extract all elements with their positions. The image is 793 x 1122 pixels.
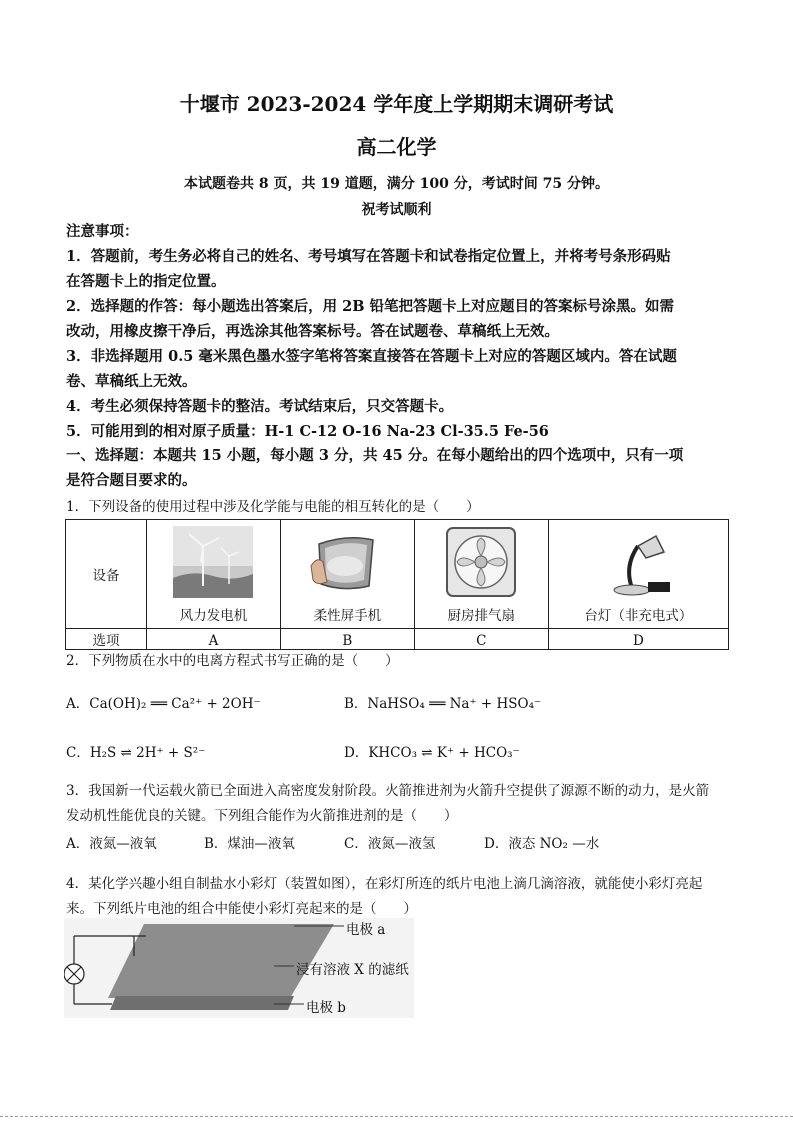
desk-lamp-image — [598, 526, 678, 598]
q1-stem: 1．下列设备的使用过程中涉及化学能与电能的相互转化的是（ ） — [66, 499, 480, 515]
q4-line-1: 4．某化学兴趣小组自制盐水小彩灯（装置如图），在彩灯所连的纸片电池上滴几滴溶液，就能使小彩灯亮起 — [66, 876, 703, 892]
device-c-label: 厨房排气扇 — [447, 608, 516, 624]
exam-info: 本试题卷共 8 页，共 19 道题，满分 100 分，考试时间 75 分钟。 — [184, 176, 609, 192]
page-bottom-line — [0, 1116, 793, 1118]
device-d-label: 台灯（非充电式） — [584, 608, 693, 624]
device-b-label: 柔性屏手机 — [313, 608, 382, 624]
option-c: C — [414, 629, 548, 650]
exhaust-fan-image — [441, 526, 521, 598]
note-3a: 3．非选择题用 0.5 毫米黑色墨水签字笔将答案直接答在答题卡上对应的答题区域内。答在试题 — [66, 348, 677, 365]
section-line-2: 是符合题目要求的。 — [66, 472, 197, 489]
note-1a: 1．答题前，考生务必将自己的姓名、考号填写在答题卡和试卷指定位置上，并将考号条形码贴 — [66, 248, 671, 265]
option-d: D — [548, 629, 728, 650]
q2-option-c: C．H₂S ⇌ 2H⁺ + S²⁻ — [66, 745, 206, 761]
wind-turbine-image — [173, 526, 253, 598]
flexible-phone-image — [307, 526, 387, 598]
device-cell-d — [548, 520, 728, 629]
q3-option-c: C．液氮—液氢 — [344, 836, 436, 852]
note-2b: 改动，用橡皮擦干净后，再选涂其他答案标号。答在试题卷、草稿纸上无效。 — [66, 323, 559, 340]
note-4: 4．考生必须保持答题卡的整洁。考试结束后，只交答题卡。 — [66, 398, 454, 415]
exam-wish: 祝考试顺利 — [361, 202, 432, 218]
device-cell-c — [414, 520, 548, 629]
note-1b: 在答题卡上的指定位置。 — [66, 273, 226, 290]
q2-option-a: A．Ca(OH)₂ ══ Ca²⁺ + 2OH⁻ — [66, 696, 261, 712]
q2-option-b: B．NaHSO₄ ══ Na⁺ + HSO₄⁻ — [344, 696, 542, 712]
filter-paper-label: 浸有溶液 X 的滤纸 — [296, 962, 409, 978]
row-label-device: 设备 — [66, 520, 147, 629]
q3-line-2: 发动机性能优良的关键。下列组合能作为火箭推进剂的是（ ） — [66, 808, 458, 824]
q2-option-d: D．KHCO₃ ⇌ K⁺ + HCO₃⁻ — [344, 745, 520, 761]
electrode-a-label: 电极 a — [346, 922, 386, 938]
q3-option-b: B．煤油—液氧 — [204, 836, 295, 852]
note-2a: 2．选择题的作答：每小题选出答案后，用 2B 铅笔把答题卡上对应题目的答案标号涂黑。如需 — [66, 298, 675, 315]
subject-title: 高二化学 — [356, 135, 437, 159]
electrode-b-label: 电极 b — [306, 1000, 346, 1016]
row-label-option: 选项 — [66, 629, 147, 650]
note-3b: 卷、草稿纸上无效。 — [66, 373, 197, 390]
device-cell-a — [147, 520, 281, 629]
device-cell-b — [280, 520, 414, 629]
note-5: 5．可能用到的相对原子质量：H-1 C-12 O-16 Na-23 Cl-35.5 Fe-56 — [66, 423, 549, 440]
q3-line-1: 3．我国新一代运载火箭已全面进入高密度发射阶段。火箭推进剂为火箭升空提供了源源不断的动力，是火箭 — [66, 783, 710, 799]
q4-line-2: 来。下列纸片电池的组合中能使小彩灯亮起来的是（ ） — [66, 901, 417, 917]
q2-stem: 2．下列物质在水中的电离方程式书写正确的是（ ） — [66, 653, 399, 669]
option-b: B — [280, 629, 414, 650]
q3-option-d: D．液态 NO₂ —水 — [484, 836, 600, 852]
section-line-1: 一、选择题：本题共 15 小题，每小题 3 分，共 45 分。在每小题给出的四个选项中，只有一项 — [66, 447, 684, 464]
exam-title: 十堰市 2023-2024 学年度上学期期末调研考试 — [179, 92, 614, 116]
q3-option-a: A．液氮—液氧 — [66, 836, 157, 852]
notes-heading: 注意事项： — [66, 223, 139, 240]
q1-table — [65, 519, 729, 650]
option-a: A — [147, 629, 281, 650]
device-a-label: 风力发电机 — [179, 608, 248, 624]
